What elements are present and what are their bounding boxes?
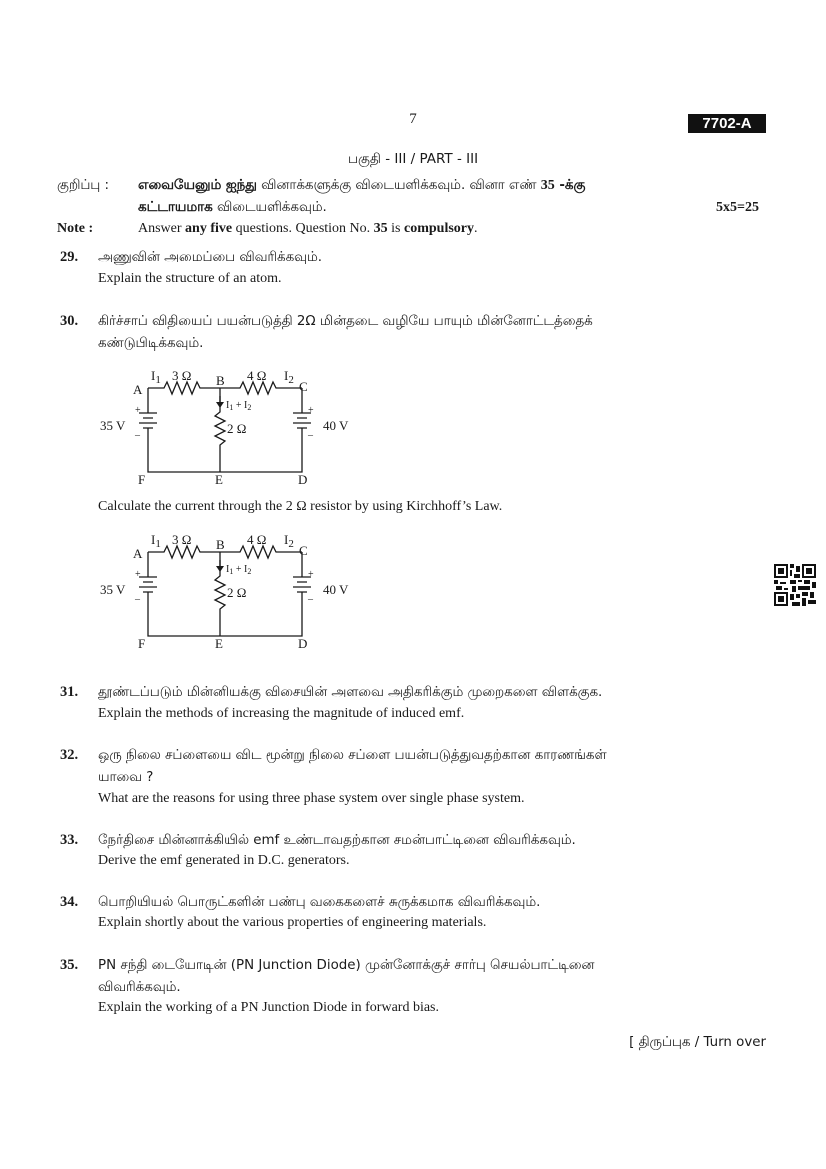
outer-loop: [148, 552, 302, 636]
battery-35v-minus: –: [135, 594, 140, 605]
question-30-english: Calculate the current through the 2 Ω resistor by using Kirchhoff’s Law.: [98, 499, 503, 514]
question-35-tamil-1: PN சந்தி டையோடின் (PN Junction Diode) முன்னோக்குச் சார்பு செயல்பாட்டினை: [98, 958, 595, 973]
branch-current-label: $I_1 + I_2$: [226, 400, 252, 412]
question-31-english: Explain the methods of increasing the magnitude of induced emf.: [98, 706, 465, 721]
branch-arrow-icon: [216, 402, 224, 408]
resistor-4ohm-label: 4 Ω: [247, 532, 267, 547]
marks: 5x5=25: [716, 200, 759, 215]
battery-40v-minus: –: [308, 594, 313, 605]
voltage-35v-label: 35 V: [100, 418, 126, 433]
node-f-label: F: [138, 472, 146, 487]
instruction-text-1: வினாக்களுக்கு விடையளிக்கவும். வினா எண்: [256, 178, 541, 193]
battery-40v-minus: –: [308, 430, 313, 441]
question-35-english: Explain the working of a PN Junction Diode in forward bias.: [98, 1000, 439, 1015]
question-30-tamil-1: கிர்ச்சாப் விதியைப் பயன்படுத்தி 2Ω மின்தடை வழியே பாயும் மின்னோட்டத்தைக்: [98, 314, 593, 329]
instruction-text-1c: -க்கு: [554, 178, 586, 193]
paper-code-badge: 7702-A: [688, 114, 766, 133]
battery-35v-plus: +: [135, 405, 141, 416]
question-number-31: 31.: [60, 684, 79, 700]
question-number-34: 34.: [60, 894, 79, 910]
question-33-english: Derive the emf generated in D.C. generators.: [98, 853, 350, 868]
question-number-35: 35.: [60, 957, 79, 973]
instruction-emph-2: கட்டாயமாக: [138, 200, 213, 215]
question-32-tamil-2: யாவை ?: [98, 770, 154, 785]
page-number: 7: [409, 111, 417, 127]
resistor-3ohm-label: 3 Ω: [172, 368, 192, 383]
node-a-label: A: [133, 546, 143, 561]
resistor-3ohm-label: 3 Ω: [172, 532, 192, 547]
note-label: Note :: [57, 221, 94, 236]
question-31-tamil: தூண்டப்படும் மின்னியக்கு விசையின் அளவை அதிகரிக்கும் முறைகளை விளக்குக.: [98, 685, 603, 700]
question-number-30: 30.: [60, 313, 79, 329]
turn-over-note: [578, 1035, 766, 1051]
question-34-english: Explain shortly about the various properties of engineering materials.: [98, 915, 487, 930]
instruction-line-2: [138, 200, 327, 216]
instruction-line-1-text: [138, 178, 585, 194]
question-32-tamil-1: ஒரு நிலை சப்ளையை விட மூன்று நிலை சப்ளை பயன்படுத்துவதற்கான காரணங்கள்: [98, 748, 607, 763]
question-29-english: Explain the structure of an atom.: [98, 271, 282, 286]
current-i1-label: $I_1$: [151, 368, 161, 386]
battery-35v: [139, 577, 157, 596]
question-number-33: 33.: [60, 832, 79, 848]
node-e-label: E: [215, 472, 223, 487]
question-29-tamil: அணுவின் அமைப்பை விவரிக்கவும்.: [98, 250, 322, 265]
question-30-tamil-2: கண்டுபிடிக்கவும்.: [98, 336, 204, 351]
circuit-wires: [139, 382, 311, 472]
node-b-label: B: [216, 373, 225, 388]
question-number-32: 32.: [60, 747, 79, 763]
battery-40v-plus: +: [308, 405, 314, 416]
node-c-label: C: [299, 379, 308, 394]
battery-35v: [139, 413, 157, 432]
turn-over-text: [ திருப்புக / Turn over: [629, 1035, 766, 1050]
node-a-label: A: [133, 382, 143, 397]
resistor-4ohm-label: 4 Ω: [247, 368, 267, 383]
resistor-2ohm-label: 2 Ω: [227, 421, 247, 436]
question-33-tamil: நேர்திசை மின்னாக்கியில் emf உண்டாவதற்கான சமன்பாட்டினை விவரிக்கவும்.: [98, 833, 576, 848]
node-d-label: D: [298, 472, 308, 487]
question-number-29: 29.: [60, 249, 79, 265]
branch-current-label: $I_1 + I_2$: [226, 564, 252, 576]
node-c-label: C: [299, 543, 308, 558]
voltage-40v-label: 40 V: [323, 418, 349, 433]
battery-35v-minus: –: [135, 430, 140, 441]
battery-35v-plus: +: [135, 569, 141, 580]
question-35-tamil-2: விவரிக்கவும்.: [98, 980, 181, 995]
circuit-diagram-tamil: [95, 366, 365, 490]
voltage-40v-label: 40 V: [323, 582, 349, 597]
outer-loop: [148, 388, 302, 472]
qr-code-icon: [774, 564, 816, 606]
question-34-tamil: பொறியியல் பொருட்களின் பண்பு வகைகளைச் சுருக்கமாக விவரிக்கவும்.: [98, 895, 541, 910]
node-f-label: F: [138, 636, 146, 651]
current-i2-label: $I_2$: [284, 368, 294, 386]
circuit-diagram-english: [95, 530, 365, 654]
resistor-2ohm-label: 2 Ω: [227, 585, 247, 600]
instruction-label-ta: குறிப்பு :: [57, 178, 110, 193]
battery-40v-plus: +: [308, 569, 314, 580]
node-e-label: E: [215, 636, 223, 651]
branch-arrow-icon: [216, 566, 224, 572]
node-d-label: D: [298, 636, 308, 651]
instruction-text-2: விடையளிக்கவும்.: [212, 200, 327, 215]
current-i1-label: $I_1$: [151, 532, 161, 550]
circuit-wires: [139, 546, 311, 636]
part-title: [0, 151, 826, 169]
current-i2-label: $I_2$: [284, 532, 294, 550]
note-text: Answer any five questions. Question No. 35 is compulsory.: [138, 221, 478, 236]
question-32-english: What are the reasons for using three phase system over single phase system.: [98, 791, 525, 806]
instruction-num: 35: [540, 178, 555, 193]
node-b-label: B: [216, 537, 225, 552]
voltage-35v-label: 35 V: [100, 582, 126, 597]
part-title-text: பகுதி - III / PART - III: [347, 151, 479, 167]
instruction-emph-1: எவையேனும் ஐந்து: [138, 178, 257, 193]
